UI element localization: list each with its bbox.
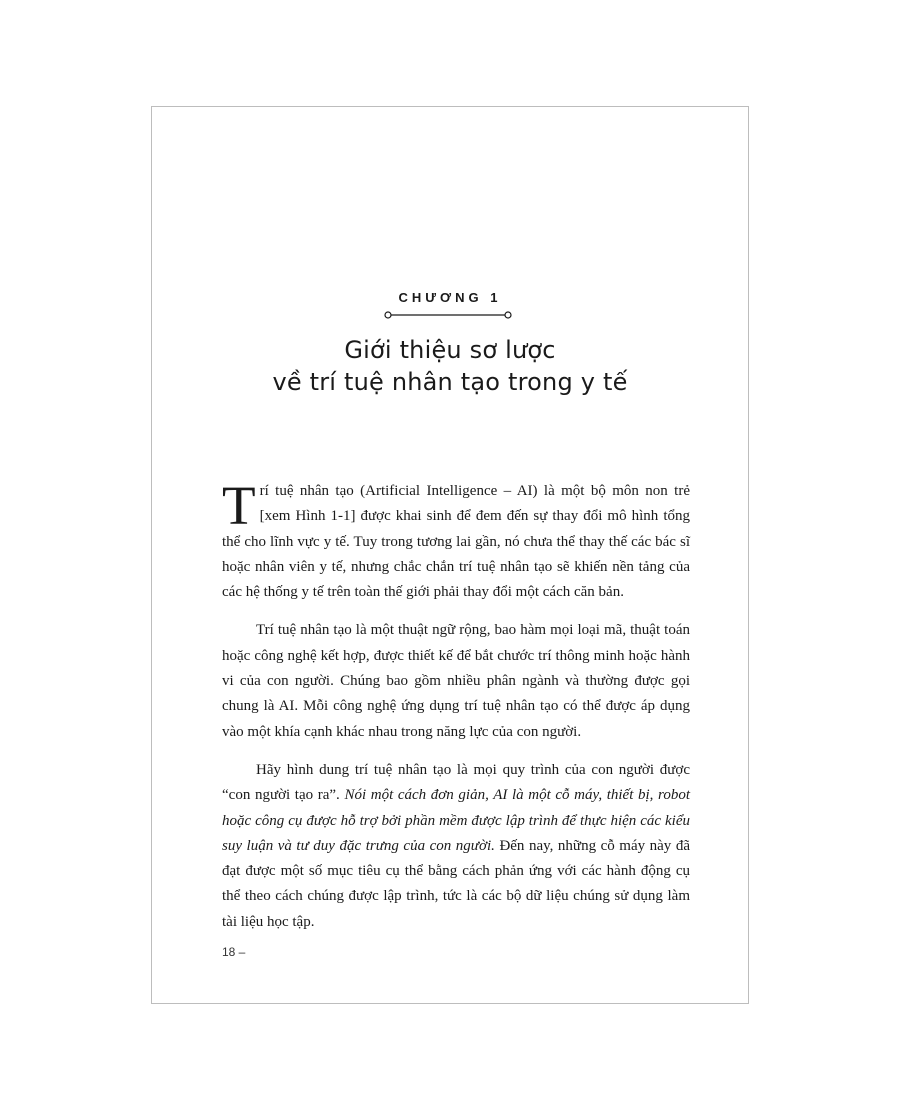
drop-cap: T (222, 475, 256, 536)
chapter-ornament-rule (384, 310, 512, 320)
paragraph-3-end: Đến nay, những cỗ máy này đã đạt được một số mục tiêu cụ thể bằng cách phản ứng với các hành động cụ thể theo cách chúng được lập trình, tức là các bộ dữ liệu chúng sử dụng làm tài liệu học tập. (222, 837, 690, 930)
paragraph-3-italic: Nói một cách đơn giản, AI là một cỗ máy, thiết bị, robot hoặc công cụ được hỗ trợ bởi phần mềm được lập trình để thực hiện các kiểu suy luận và tư duy đặc trưng của con người. (222, 787, 690, 854)
chapter-label: CHƯƠNG 1 (398, 290, 502, 305)
chapter-title (152, 334, 748, 398)
paragraph-1 (222, 475, 690, 605)
chapter-title-line-1: Giới thiệu sơ lược (344, 336, 556, 364)
paragraph-1-text: rí tuệ nhân tạo (Artificial Intelligence – AI) là một bộ môn non trẻ [xem Hình 1-1] được khai sinh để đem đến sự thay đổi mô hình tổng thể cho lĩnh vực y tế. Tuy trong tương lai gần, nó chưa thể thay thế các bác sĩ hoặc nhân viên y tế, nhưng chắc chắn trí tuệ nhân tạo sẽ khiến nền tảng của các hệ thống y tế trên toàn thế giới phải thay đổi một cách căn bản. (222, 483, 690, 601)
page-number: 18 – (222, 945, 246, 959)
paragraph-2: Trí tuệ nhân tạo là một thuật ngữ rộng, bao hàm mọi loại mã, thuật toán hoặc công nghệ kết hợp, được thiết kế để bắt chước trí thông minh hoặc hành vi của con người. Chúng bao gồm nhiều phân ngành và thường được gọi chung là AI. Mỗi công nghệ ứng dụng trí tuệ nhân tạo có thể được áp dụng vào một khía cạnh khác nhau trong năng lực của con người. (222, 622, 690, 740)
paragraph-3-start: Hãy hình dung trí tuệ nhân tạo là mọi quy trình của con người được “con người tạo ra”. (222, 761, 690, 804)
paragraph-3 (222, 758, 690, 935)
chapter-title-line-2: về trí tuệ nhân tạo trong y tế (272, 368, 628, 396)
chapter-body (222, 475, 690, 948)
book-page (151, 106, 749, 1004)
